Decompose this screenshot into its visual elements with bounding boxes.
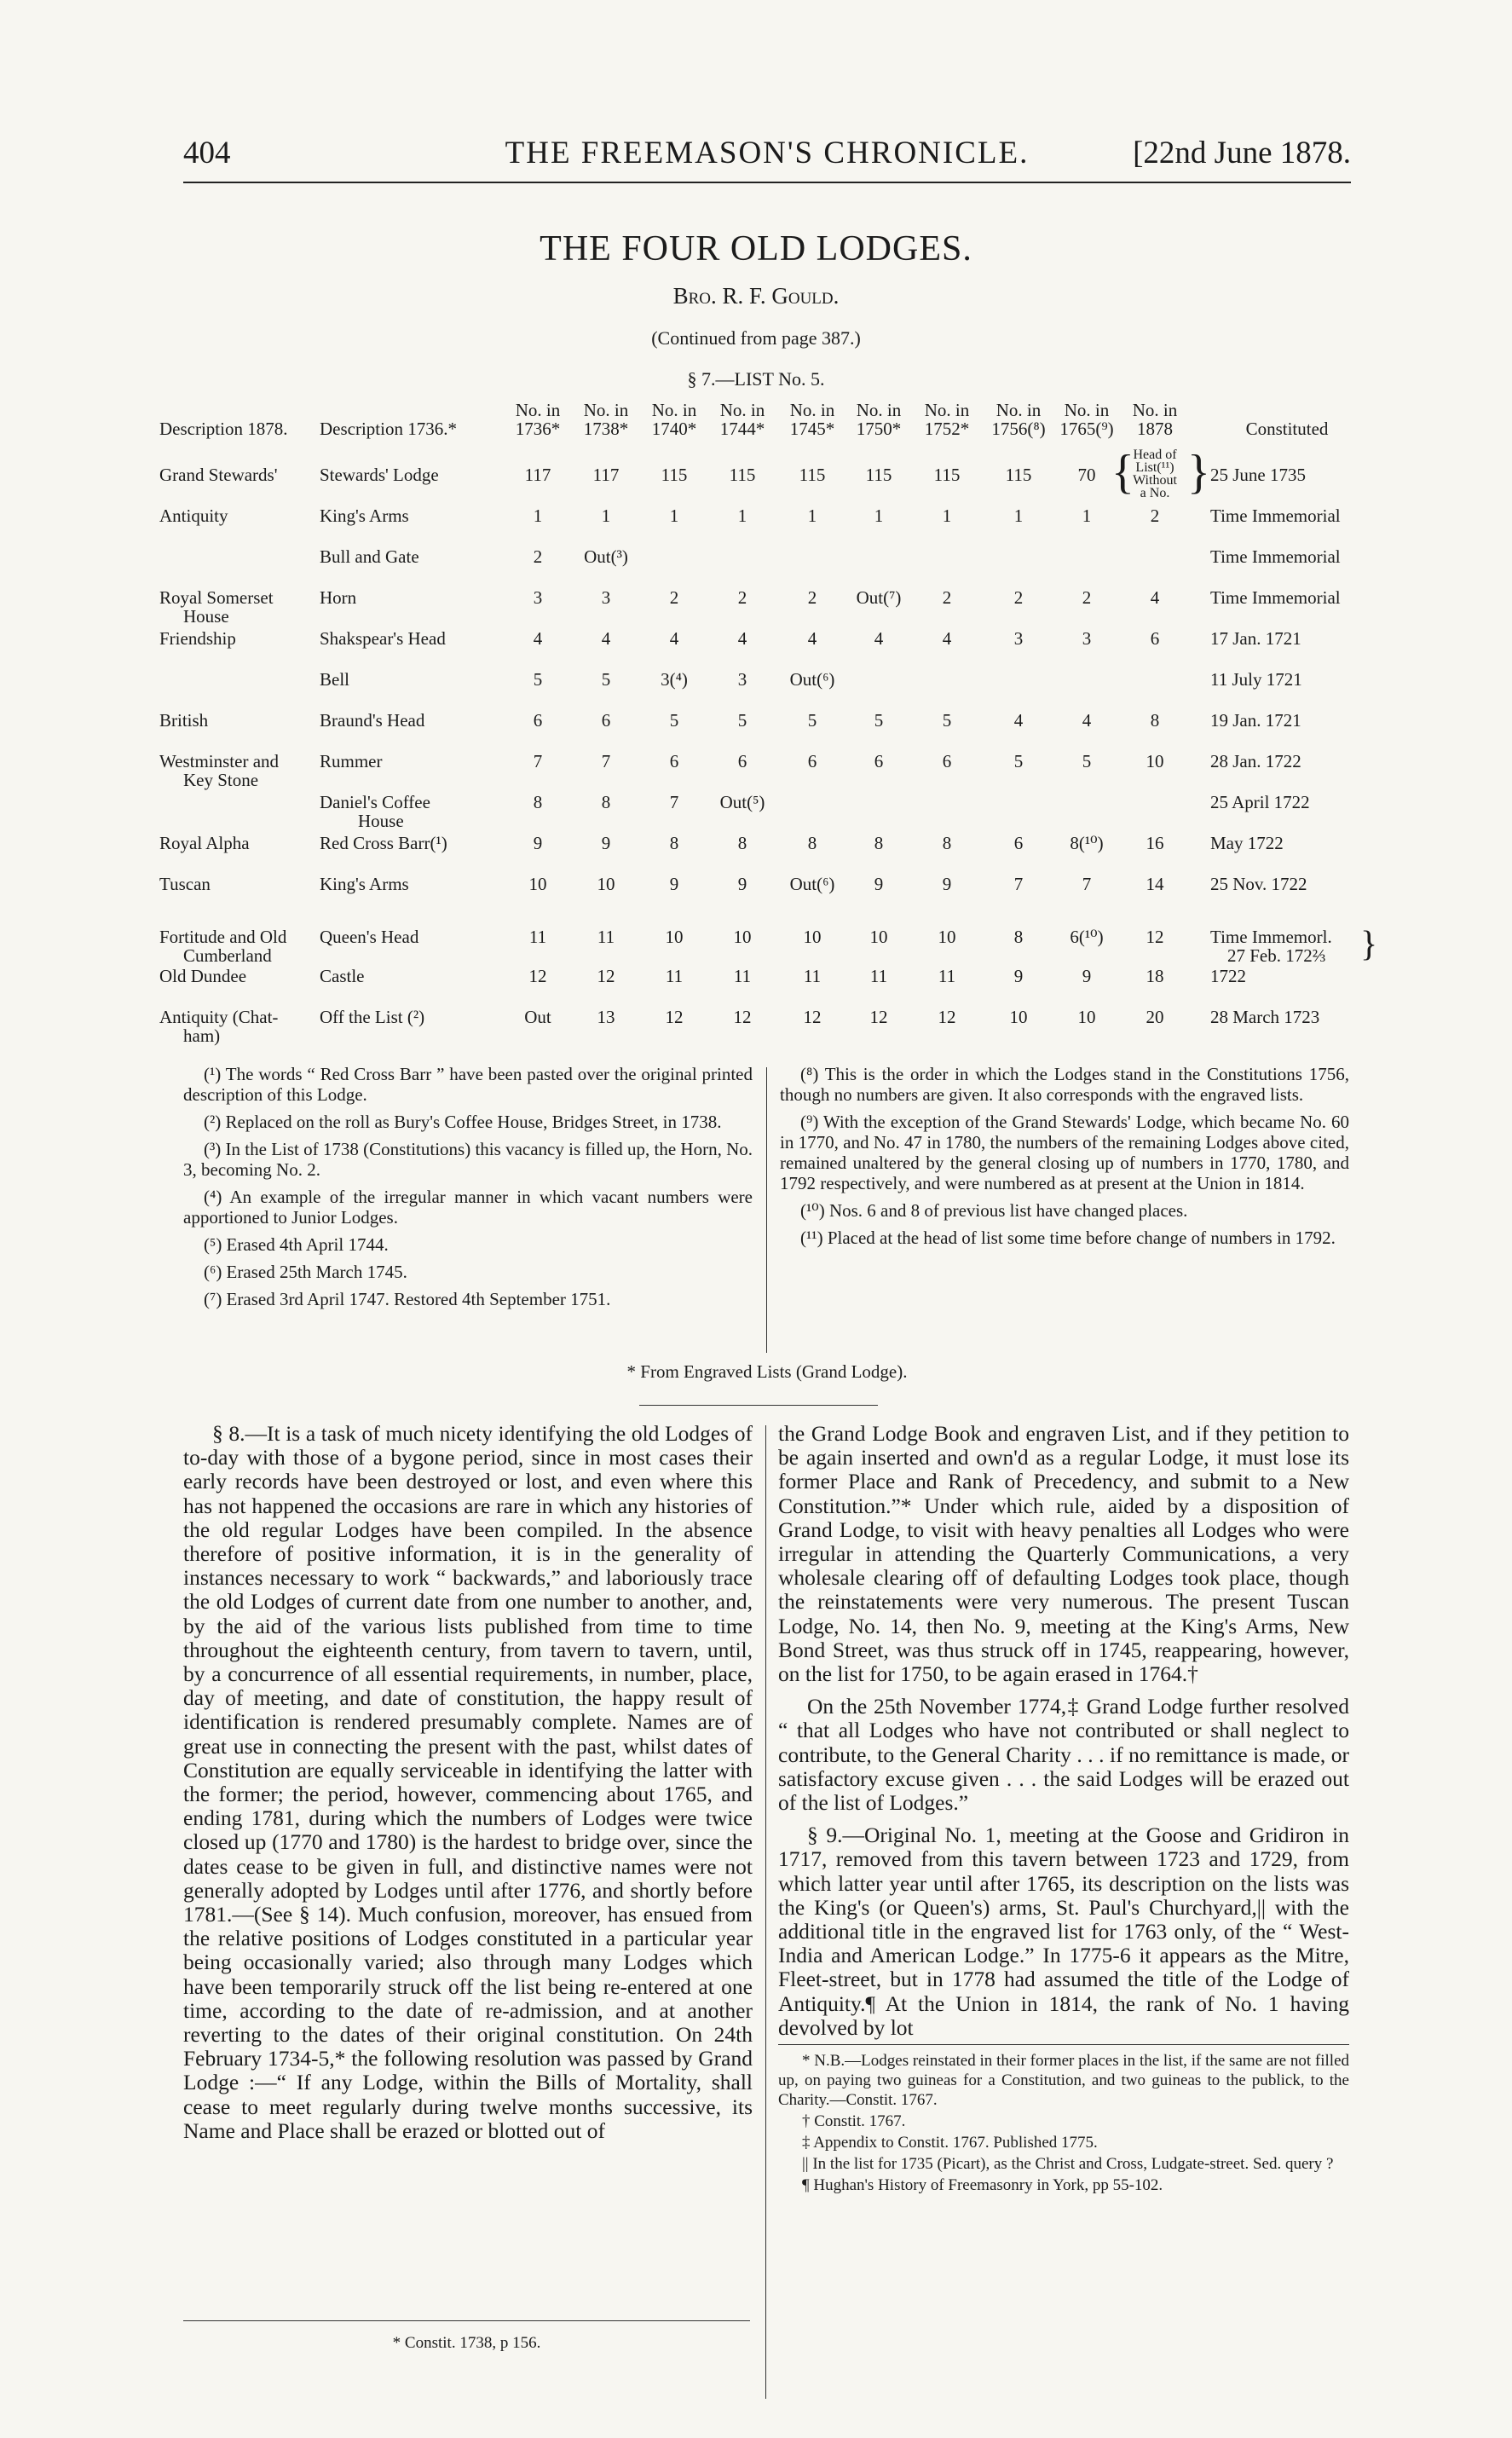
row-number-cell: 11 <box>597 927 615 947</box>
row-desc1878: Fortitude and Old <box>159 927 287 947</box>
row-constituted: 25 Nov. 1722 <box>1210 874 1307 894</box>
table-note: (⁷) Erased 3rd April 1747. Restored 4th September 1751. <box>204 1289 611 1309</box>
table-note: (⁹) With the exception of the Grand Stewards' Lodge, which became No. 60 in 1770, and No. 47 in 1780, the numbers of the remaining Lodges above cited, remained unaltered by the general closing up of numbers in 1770, 1780, and 1792 respectively, and were numbered as at present at the Union in 1814. <box>780 1112 1349 1193</box>
footnote-rule-right <box>778 2044 1349 2045</box>
row-number-cell: 1 <box>1013 506 1024 526</box>
table-note: (³) In the List of 1738 (Constitutions) this vacancy is filled up, the Horn, No. 3, becoming No. 2. <box>183 1139 753 1180</box>
row-constituted: May 1722 <box>1210 833 1284 853</box>
row-constituted: 25 June 1735 <box>1210 465 1306 485</box>
row-desc1878: Royal Alpha <box>159 833 250 853</box>
col-header-desc1878: Description 1878. <box>159 419 288 439</box>
row-number-cell: 115 <box>661 465 688 485</box>
row-number-cell: 8 <box>942 833 952 853</box>
article-author: Bro. R. F. Gould. <box>672 283 840 309</box>
footnote: * N.B.—Lodges reinstated in their former places in the list, if the same are not filled up, on paying two guineas for a Constitution, and two guineas to the publick, to the Charity.—Constit. 1767. <box>778 2052 1349 2109</box>
row-constituted: 25 April 1722 <box>1210 792 1310 812</box>
row-number-1878: 10 <box>1146 751 1164 771</box>
row-number-1878: 14 <box>1146 874 1164 894</box>
row-number-cell: 1 <box>601 506 611 526</box>
row-number-cell: 117 <box>524 465 551 485</box>
row-number-1878: 20 <box>1146 1007 1164 1027</box>
row-desc1878-cont: House <box>183 606 229 627</box>
row-constituted: Time Immemorl. <box>1210 927 1332 947</box>
row-number-cell: 5 <box>669 710 679 731</box>
row-desc1878: Old Dundee <box>159 966 247 986</box>
table-note: (⁴) An example of the irregular manner in which vacant numbers were apportioned to Junior Lodges. <box>183 1187 753 1228</box>
table-note: (¹¹) Placed at the head of list some time before change of numbers in 1792. <box>800 1228 1336 1248</box>
row-number-cell: 4 <box>807 628 817 649</box>
row-number-cell: 10 <box>869 927 888 947</box>
table-note: (⁶) Erased 25th March 1745. <box>204 1262 407 1282</box>
row-desc1736: Bull and Gate <box>320 546 419 567</box>
row-number-cell: 2 <box>1013 587 1024 608</box>
row-number-1878: 8 <box>1150 710 1160 731</box>
row-number-cell: 5 <box>807 710 817 731</box>
engraved-lists-note: * From Engraved Lists (Grand Lodge). <box>626 1361 908 1382</box>
row-constituted: 11 July 1721 <box>1210 669 1302 690</box>
row-constituted: 19 Jan. 1721 <box>1210 710 1301 731</box>
row-constituted: Time Immemorial <box>1210 506 1341 526</box>
col-header-constituted: Constituted <box>1245 419 1329 439</box>
row-number-cell: 7 <box>601 751 611 771</box>
section-rule <box>639 1405 878 1406</box>
body-paragraph: § 8.—It is a task of much nicety identifying the old Lodges of to-day with those of a bygone period, since in most cases their early records have been destroyed or lost, and even where this has not happened the occasions are rare in which any histories of the old regular Lodges have been compiled. In the absence therefore of positive information, it is in the generality of instances necessary to work “ backwards,” and laboriously trace the old Lodges of current date from one number to another, and, by the aid of the various lists published from time to time throughout the eighteenth century, from tavern to tavern, until, by a concurrence of all essential requirements, in number, place, day of meeting, and date of constitution, the happy result of identification is rendered presumably complete. Names are of great use in connecting the present with the past, whilst dates of Constitution are equally serviceable in identifying the latter with the former; the period, however, commencing about 1765, and ending 1781, during which the numbers of Lodges were twice closed up (1770 and 1780) is the hardest to bridge over, since the dates cease to be given in full, and distinctive names were not generally adopted by Lodges until after 1776, and shortly before 1781.—(See § 14). Much confusion, moreover, has ensued from the relative positions of Lodges constituted in a particular year being occasionally varied; also through many Lodges which have been temporarily struck off the list being re-entered at one time, according to the date of re-admission, and at another reverting to the dates of their original constitution. On 24th February 1734-5,* the following resolution was passed by Grand Lodge :—“ If any Lodge, within the Bills of Mortality, shall cease to meet regularly during twelve months successive, its Name and Place shall be erazed or blotted out of <box>183 1421 753 2143</box>
row-number-cell: 2 <box>737 587 747 608</box>
footnote-rule-left <box>183 2320 750 2321</box>
footnotes-right <box>778 2051 1349 2197</box>
row-desc1736: Horn <box>320 587 357 608</box>
row-number-cell: 3 <box>737 669 747 690</box>
row-number-cell: 4 <box>1013 710 1024 731</box>
row-number-cell: 4 <box>669 628 679 649</box>
row-number-cell: 12 <box>733 1007 752 1027</box>
table-note: (²) Replaced on the roll as Bury's Coffee House, Bridges Street, in 1738. <box>204 1112 722 1132</box>
col-header-year: 1745* <box>789 419 835 439</box>
row-number-cell: 9 <box>874 874 884 894</box>
row-number-1878: 16 <box>1146 833 1164 853</box>
col-header-no: No. in <box>719 400 765 420</box>
row-number-cell: 7 <box>1082 874 1092 894</box>
col-header-year: 1765(⁹) <box>1059 419 1114 439</box>
table-notes-right <box>780 1064 1349 1255</box>
row-desc1736: Queen's Head <box>320 927 419 947</box>
row-number-cell: 2 <box>533 546 543 567</box>
row-number-cell: 11 <box>733 966 752 986</box>
row-number-cell: 13 <box>597 1007 615 1027</box>
bracket-note-line: Without <box>1133 473 1177 488</box>
notes-divider <box>766 1067 767 1353</box>
row-desc1878: Friendship <box>159 628 236 649</box>
row-number-cell: 10 <box>665 927 684 947</box>
table-note: (⁸) This is the order in which the Lodges stand in the Constitutions 1756, though no numbers are given. It also corresponds with the engraved lists. <box>780 1064 1349 1105</box>
row-number-cell: 5 <box>737 710 747 731</box>
footnote-left: * Constit. 1738, p 156. <box>392 2334 541 2352</box>
row-number-cell: 9 <box>601 833 611 853</box>
row-number-cell: 9 <box>1013 966 1024 986</box>
row-constituted: 28 March 1723 <box>1210 1007 1320 1027</box>
row-number-cell: 5 <box>874 710 884 731</box>
row-number-cell: 4 <box>737 628 747 649</box>
row-number-cell: Out(⁶) <box>789 874 835 894</box>
row-number-cell: 4 <box>874 628 884 649</box>
row-number-cell: 5 <box>1013 751 1024 771</box>
article-title: THE FOUR OLD LODGES. <box>540 229 972 269</box>
row-number-cell: 6 <box>807 751 817 771</box>
row-constituted: 17 Jan. 1721 <box>1210 628 1301 649</box>
row-number-cell: 115 <box>729 465 756 485</box>
row-number-cell: 10 <box>1009 1007 1028 1027</box>
row-number-cell: 12 <box>665 1007 684 1027</box>
col-header-year: 1878 <box>1137 419 1173 439</box>
row-number-cell: 1 <box>1082 506 1092 526</box>
row-number-cell: Out(⁵) <box>719 792 765 812</box>
col-header-no: No. in <box>1132 400 1178 420</box>
row-number-cell: 7 <box>669 792 679 812</box>
row-number-cell: 5 <box>1082 751 1092 771</box>
row-desc1736: Daniel's Coffee <box>320 792 430 812</box>
row-number-1878: 12 <box>1146 927 1164 947</box>
row-number-cell: 9 <box>942 874 952 894</box>
row-number-cell: 4 <box>533 628 543 649</box>
row-number-cell: 5 <box>601 669 611 690</box>
publication-title: THE FREEMASON'S CHRONICLE. <box>505 136 1030 170</box>
row-number-cell: 8(¹⁰) <box>1070 833 1104 853</box>
row-number-cell: 8 <box>533 792 543 812</box>
col-header-year: 1756(⁸) <box>991 419 1046 439</box>
row-number-cell: 7 <box>1013 874 1024 894</box>
row-number-cell: 6(¹⁰) <box>1070 927 1104 947</box>
row-desc1878: Antiquity <box>159 506 228 526</box>
col-header-no: No. in <box>651 400 697 420</box>
row-number-cell: 7 <box>533 751 543 771</box>
row-number-cell: 3 <box>601 587 611 608</box>
col-header-no: No. in <box>856 400 902 420</box>
row-number-cell: 6 <box>601 710 611 731</box>
row-number-cell: 11 <box>528 927 547 947</box>
body-paragraph: § 9.—Original No. 1, meeting at the Goose and Gridiron in 1717, removed from this tavern between 1723 and 1729, from which latter year until after 1765, its description on the lists was the King's (or Queen's) arms, St. Paul's Churchyard,|| with the additional title in the engraved list for 1763 only, of the “ West-India and American Lodge.” In 1775-6 it appears as the Mitre, Fleet-street, but in 1778 had assumed the title of the Lodge of Antiquity.¶ At the Union in 1814, the rank of No. 1 having devolved by lot <box>778 1823 1349 2040</box>
row-number-cell: 6 <box>874 751 884 771</box>
body-column-right <box>778 1422 1349 2040</box>
row-number-cell: 3 <box>533 587 543 608</box>
table-notes-left <box>183 1064 753 1316</box>
col-header-year: 1738* <box>583 419 629 439</box>
row-number-cell: Out(³) <box>584 546 628 567</box>
row-number-cell: 12 <box>869 1007 888 1027</box>
column-divider <box>765 1425 766 2399</box>
bracket-right: } <box>1187 446 1210 499</box>
row-number-cell: 1 <box>807 506 817 526</box>
table-note: (⁵) Erased 4th April 1744. <box>204 1234 389 1255</box>
row-number-cell: 5 <box>942 710 952 731</box>
row-number-cell: 115 <box>1005 465 1032 485</box>
row-number-cell: 117 <box>592 465 620 485</box>
continued-note: (Continued from page 387.) <box>651 327 861 349</box>
row-number-cell: 8 <box>601 792 611 812</box>
row-desc1736-cont: House <box>358 811 404 831</box>
col-header-year: 1736* <box>515 419 561 439</box>
row-number-cell: 9 <box>533 833 543 853</box>
row-constituted-cont: 27 Feb. 172⅔ <box>1227 945 1326 966</box>
col-header-no: No. in <box>515 400 561 420</box>
row-number-cell: 8 <box>807 833 817 853</box>
row-desc1736: Red Cross Barr(¹) <box>320 833 447 853</box>
row-number-cell: 2 <box>669 587 679 608</box>
row-constituted: 1722 <box>1210 966 1246 986</box>
row-desc1736: Bell <box>320 669 349 690</box>
row-desc1878: Antiquity (Chat- <box>159 1007 279 1027</box>
row-desc1736: King's Arms <box>320 874 409 894</box>
page-header <box>183 135 1351 186</box>
table-note: (¹⁰) Nos. 6 and 8 of previous list have changed places. <box>800 1200 1188 1221</box>
row-number-cell: 1 <box>737 506 747 526</box>
row-number-cell: 10 <box>733 927 752 947</box>
row-desc1736: Rummer <box>320 751 383 771</box>
row-number-cell: Out(⁶) <box>789 669 835 690</box>
row-number-cell: 8 <box>669 833 679 853</box>
col-header-no: No. in <box>583 400 629 420</box>
col-header-no: No. in <box>789 400 835 420</box>
row-number-cell: 11 <box>803 966 822 986</box>
bracket-left: { <box>1111 446 1134 499</box>
row-number-cell: 115 <box>799 465 826 485</box>
row-desc1736: Off the List (²) <box>320 1007 425 1027</box>
row-number-cell: 115 <box>865 465 892 485</box>
row-number-cell: 6 <box>737 751 747 771</box>
table-note: (¹) The words “ Red Cross Barr ” have been pasted over the original printed description of this Lodge. <box>183 1064 753 1105</box>
row-desc1878-cont: Key Stone <box>183 770 259 790</box>
row-number-cell: 4 <box>1082 710 1092 731</box>
issue-date: [22nd June 1878. <box>1133 136 1351 170</box>
row-number-cell: 12 <box>803 1007 822 1027</box>
row-desc1736: Stewards' Lodge <box>320 465 439 485</box>
row-desc1736: Shakspear's Head <box>320 628 446 649</box>
row-desc1878: Westminster and <box>159 751 280 771</box>
row-number-cell: 12 <box>597 966 615 986</box>
row-number-cell: 115 <box>933 465 961 485</box>
row-number-cell: 10 <box>528 874 547 894</box>
bracket-note-line: Head of <box>1133 448 1177 462</box>
body-paragraph: the Grand Lodge Book and engraven List, and if they petition to be again inserted and own'd as a regular Lodge, it must lose its former Place and Rank of Precedency, and submit to a New Constitution.”* Under which rule, aided by a disposition of Grand Lodge, to visit with heavy penalties all Lodges who were irregular in attending the Quarterly Communications, a very wholesale clearing off of defaulting Lodges took place, though the reinstatements were very numerous. The present Tuscan Lodge, No. 14, then No. 9, meeting at the King's Arms, New Bond Street, was thus struck off in 1745, reappearing, however, on the list for 1750, to be again erased in 1764.† <box>778 1421 1349 1687</box>
bracket-note-line: List(¹¹) <box>1135 460 1174 475</box>
row-number-cell: 9 <box>1082 966 1092 986</box>
row-desc1736: King's Arms <box>320 506 409 526</box>
row-desc1878-cont: Cumberland <box>183 945 272 966</box>
footnote: || In the list for 1735 (Picart), as the Christ and Cross, Ludgate-street. Sed. query ? <box>802 2155 1334 2173</box>
row-number-1878: 2 <box>1150 506 1160 526</box>
col-header-year: 1740* <box>651 419 697 439</box>
body-column-left <box>183 1422 753 2143</box>
bracket-fortitude: } <box>1360 925 1378 964</box>
row-desc1878: Grand Stewards' <box>159 465 278 485</box>
row-constituted: 28 Jan. 1722 <box>1210 751 1301 771</box>
row-number-1878: 6 <box>1150 628 1160 649</box>
header-rule <box>183 182 1351 183</box>
row-constituted: Time Immemorial <box>1210 587 1341 608</box>
col-header-year: 1750* <box>856 419 902 439</box>
row-number-1878: 4 <box>1150 587 1160 608</box>
bracket-note-line: a No. <box>1140 486 1170 500</box>
row-number-cell: Out(⁷) <box>856 587 902 608</box>
row-desc1736: Castle <box>320 966 365 986</box>
row-number-cell: 8 <box>874 833 884 853</box>
col-header-desc1736: Description 1736.* <box>320 419 457 439</box>
row-number-cell: 6 <box>669 751 679 771</box>
row-number-cell: 2 <box>807 587 817 608</box>
row-number-cell: 9 <box>737 874 747 894</box>
row-number-cell: 10 <box>1077 1007 1096 1027</box>
row-number-cell: 1 <box>874 506 884 526</box>
row-number-cell: 12 <box>528 966 547 986</box>
row-desc1736: Braund's Head <box>320 710 425 731</box>
row-number-cell: 10 <box>938 927 956 947</box>
row-number-cell: 2 <box>942 587 952 608</box>
row-number-cell: 70 <box>1077 465 1096 485</box>
row-number-cell: 6 <box>533 710 543 731</box>
row-number-cell: 10 <box>803 927 822 947</box>
footnote: ‡ Appendix to Constit. 1767. Published 1775. <box>802 2134 1098 2152</box>
col-header-no: No. in <box>1064 400 1110 420</box>
row-number-cell: Out <box>524 1007 551 1027</box>
row-number-cell: 4 <box>942 628 952 649</box>
row-number-cell: 1 <box>533 506 543 526</box>
row-number-cell: 11 <box>938 966 956 986</box>
footnote: ¶ Hughan's History of Freemasonry in York, pp 55-102. <box>802 2176 1163 2194</box>
page-number: 404 <box>183 136 231 170</box>
row-number-cell: 4 <box>601 628 611 649</box>
col-header-year: 1752* <box>924 419 970 439</box>
row-number-cell: 5 <box>533 669 543 690</box>
row-number-cell: 8 <box>1013 927 1024 947</box>
row-number-cell: 1 <box>669 506 679 526</box>
row-number-cell: 6 <box>942 751 952 771</box>
col-header-year: 1744* <box>719 419 765 439</box>
row-number-cell: 11 <box>665 966 684 986</box>
row-number-cell: 3(⁴) <box>661 669 688 690</box>
row-number-cell: 2 <box>1082 587 1092 608</box>
row-number-cell: 3 <box>1013 628 1024 649</box>
row-number-cell: 9 <box>669 874 679 894</box>
row-number-cell: 3 <box>1082 628 1092 649</box>
col-header-no: No. in <box>924 400 970 420</box>
row-constituted: Time Immemorial <box>1210 546 1341 567</box>
footnote: † Constit. 1767. <box>802 2112 906 2130</box>
row-number-cell: 10 <box>597 874 615 894</box>
row-desc1878: Tuscan <box>159 874 211 894</box>
row-number-cell: 6 <box>1013 833 1024 853</box>
row-number-cell: 8 <box>737 833 747 853</box>
row-desc1878: British <box>159 710 209 731</box>
row-desc1878-cont: ham) <box>183 1025 221 1046</box>
row-number-cell: 11 <box>869 966 888 986</box>
row-desc1878: Royal Somerset <box>159 587 274 608</box>
body-paragraph: On the 25th November 1774,‡ Grand Lodge further resolved “ that all Lodges who have not contributed or shall neglect to contribute, to the General Charity . . . if no remittance is made, or satisfactory excuse given . . . the said Lodges will be erazed out of the list of Lodges.” <box>778 1694 1349 1816</box>
row-number-1878: 18 <box>1146 966 1164 986</box>
col-header-no: No. in <box>995 400 1042 420</box>
row-number-cell: 1 <box>942 506 952 526</box>
row-number-cell: 12 <box>938 1007 956 1027</box>
section-heading: § 7.—LIST No. 5. <box>687 368 825 390</box>
